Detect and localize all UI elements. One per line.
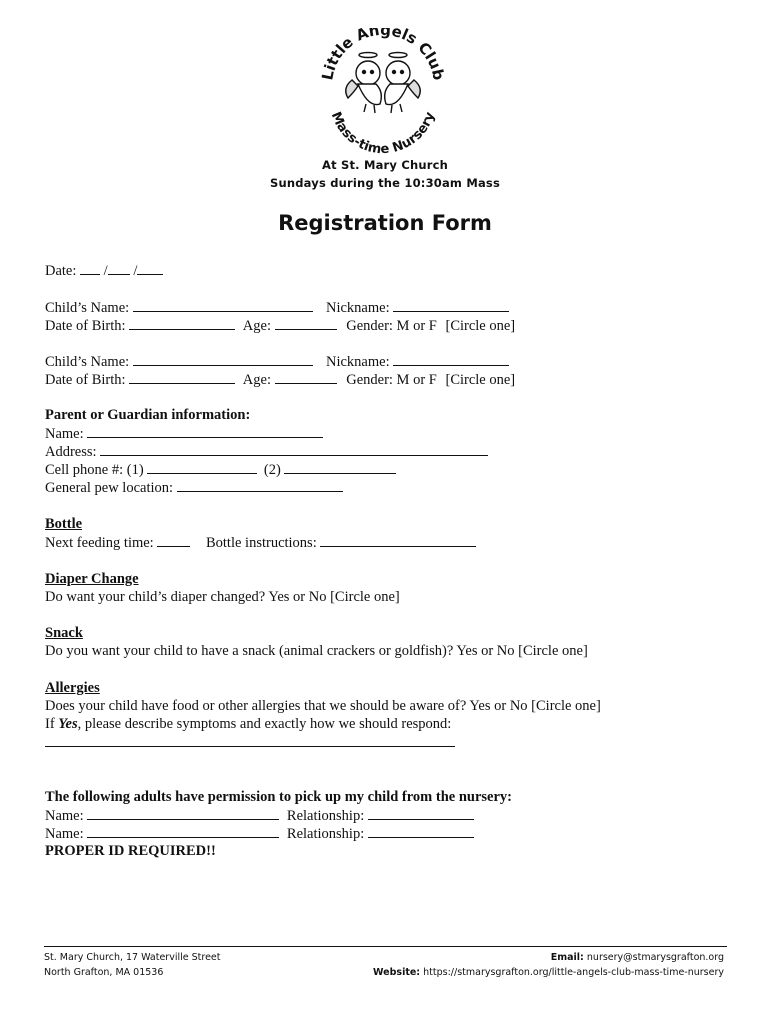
footer-email-link[interactable]: nursery@stmarysgrafton.org <box>586 952 724 963</box>
date-year-field[interactable] <box>137 261 163 275</box>
pickup-2-name-field[interactable] <box>87 824 279 838</box>
bottle-instructions-field[interactable] <box>320 533 476 547</box>
child2-nickname-field[interactable] <box>393 352 509 366</box>
pickup-name-label: Name: <box>45 808 84 824</box>
pickup-row-2 <box>45 824 474 843</box>
bottle-row <box>45 533 476 552</box>
svg-text:Little Angels Club: Little Angels Club <box>318 28 448 82</box>
yes-emphasis: Yes <box>58 716 78 732</box>
child2-dob-field[interactable] <box>129 370 235 384</box>
id-required-notice: PROPER ID REQUIRED!! <box>45 843 216 859</box>
parent-name-label: Name: <box>45 426 84 442</box>
little-angels-club-logo <box>318 28 448 154</box>
child2-nickname-row <box>326 352 509 371</box>
footer-address <box>44 950 220 980</box>
pew-location-row <box>45 478 343 497</box>
parent-name-row <box>45 424 323 443</box>
allergies-heading: Allergies <box>45 680 100 696</box>
child2-details-row <box>45 370 515 389</box>
feeding-time-field[interactable] <box>157 533 190 547</box>
page-title: Registration Form <box>278 211 492 235</box>
diaper-question: Do want your child’s diaper changed? Yes or No [Circle one] <box>45 589 400 605</box>
pickup-name-label: Name: <box>45 826 84 842</box>
pickup-heading: The following adults have permission to pick up my child from the nursery: <box>45 789 512 805</box>
dob-label: Date of Birth: <box>45 372 126 388</box>
relationship-label: Relationship: <box>286 826 365 842</box>
child1-age-field[interactable] <box>275 316 337 330</box>
pickup-row-1 <box>45 806 474 825</box>
date-label: Date: <box>45 263 77 279</box>
parent-address-label: Address: <box>45 444 97 460</box>
gender-label: Gender: M or F <box>346 372 437 388</box>
child1-name-field[interactable] <box>133 298 313 312</box>
footer-divider <box>44 946 727 947</box>
bottle-instructions-label: Bottle instructions: <box>205 535 317 551</box>
age-label: Age: <box>242 318 271 334</box>
footer-address-line2: North Grafton, MA 01536 <box>44 967 164 978</box>
relationship-label: Relationship: <box>286 808 365 824</box>
pickup-1-relationship-field[interactable] <box>368 806 474 820</box>
child1-nickname-field[interactable] <box>393 298 509 312</box>
cell-phone-1-field[interactable] <box>147 460 257 474</box>
child-name-label: Child’s Name: <box>45 300 130 316</box>
pickup-2-relationship-field[interactable] <box>368 824 474 838</box>
pew-location-label: General pew location: <box>45 480 174 496</box>
circle-one-note: [Circle one] <box>445 372 516 388</box>
angels-illustration <box>346 53 421 114</box>
nickname-label: Nickname: <box>326 354 390 370</box>
feeding-time-label: Next feeding time: <box>45 535 154 551</box>
footer-contact <box>373 950 724 980</box>
footer-address-line1: St. Mary Church, 17 Waterville Street <box>44 952 221 963</box>
header-location: At St. Mary Church <box>321 158 449 172</box>
allergies-followup: If Yes, please describe symptoms and exactly how we should respond: <box>45 716 452 732</box>
dob-label: Date of Birth: <box>45 318 126 334</box>
child2-name-row <box>45 352 313 371</box>
diaper-heading: Diaper Change <box>45 571 139 587</box>
pickup-1-name-field[interactable] <box>87 806 279 820</box>
child-name-label: Child’s Name: <box>45 354 130 370</box>
cell-phone-label: Cell phone #: (1) <box>45 462 144 478</box>
child1-nickname-row <box>326 298 509 317</box>
nickname-label: Nickname: <box>326 300 390 316</box>
parent-address-field[interactable] <box>100 442 488 456</box>
pew-location-field[interactable] <box>177 478 343 492</box>
child1-name-row <box>45 298 313 317</box>
date-month-field[interactable] <box>80 261 100 275</box>
cell-phone-2-field[interactable] <box>284 460 396 474</box>
age-label: Age: <box>242 372 271 388</box>
footer-email-row <box>373 950 724 965</box>
date-day-field[interactable] <box>108 261 130 275</box>
gender-label: Gender: M or F <box>346 318 437 334</box>
child2-age-field[interactable] <box>275 370 337 384</box>
child2-name-field[interactable] <box>133 352 313 366</box>
cell-phone-2-label: (2) <box>263 462 281 478</box>
circle-one-note: [Circle one] <box>445 318 516 334</box>
header-schedule: Sundays during the 10:30am Mass <box>269 176 501 190</box>
child1-dob-field[interactable] <box>129 316 235 330</box>
child1-details-row <box>45 316 515 335</box>
allergies-question: Does your child have food or other allergies that we should be aware of? Yes or No [Circle one] <box>45 698 601 714</box>
allergies-response-field[interactable] <box>45 746 455 747</box>
snack-heading: Snack <box>45 625 83 641</box>
website-label: Website: <box>373 967 421 978</box>
svg-text:Mass-time Nursery: Mass-time Nursery <box>327 109 439 154</box>
footer-website-link[interactable]: https://stmarysgrafton.org/little-angels-club-mass-time-nursery <box>423 967 724 978</box>
snack-question: Do you want your child to have a snack (animal crackers or goldfish)? Yes or No [Circle one] <box>45 643 588 659</box>
parent-cell-row <box>45 460 396 479</box>
parent-heading: Parent or Guardian information: <box>45 407 251 423</box>
email-label: Email: <box>550 952 584 963</box>
date-row: Date: / / <box>45 261 163 280</box>
parent-name-field[interactable] <box>87 424 323 438</box>
footer-website-row <box>373 965 724 980</box>
parent-address-row <box>45 442 488 461</box>
bottle-heading: Bottle <box>45 516 83 532</box>
